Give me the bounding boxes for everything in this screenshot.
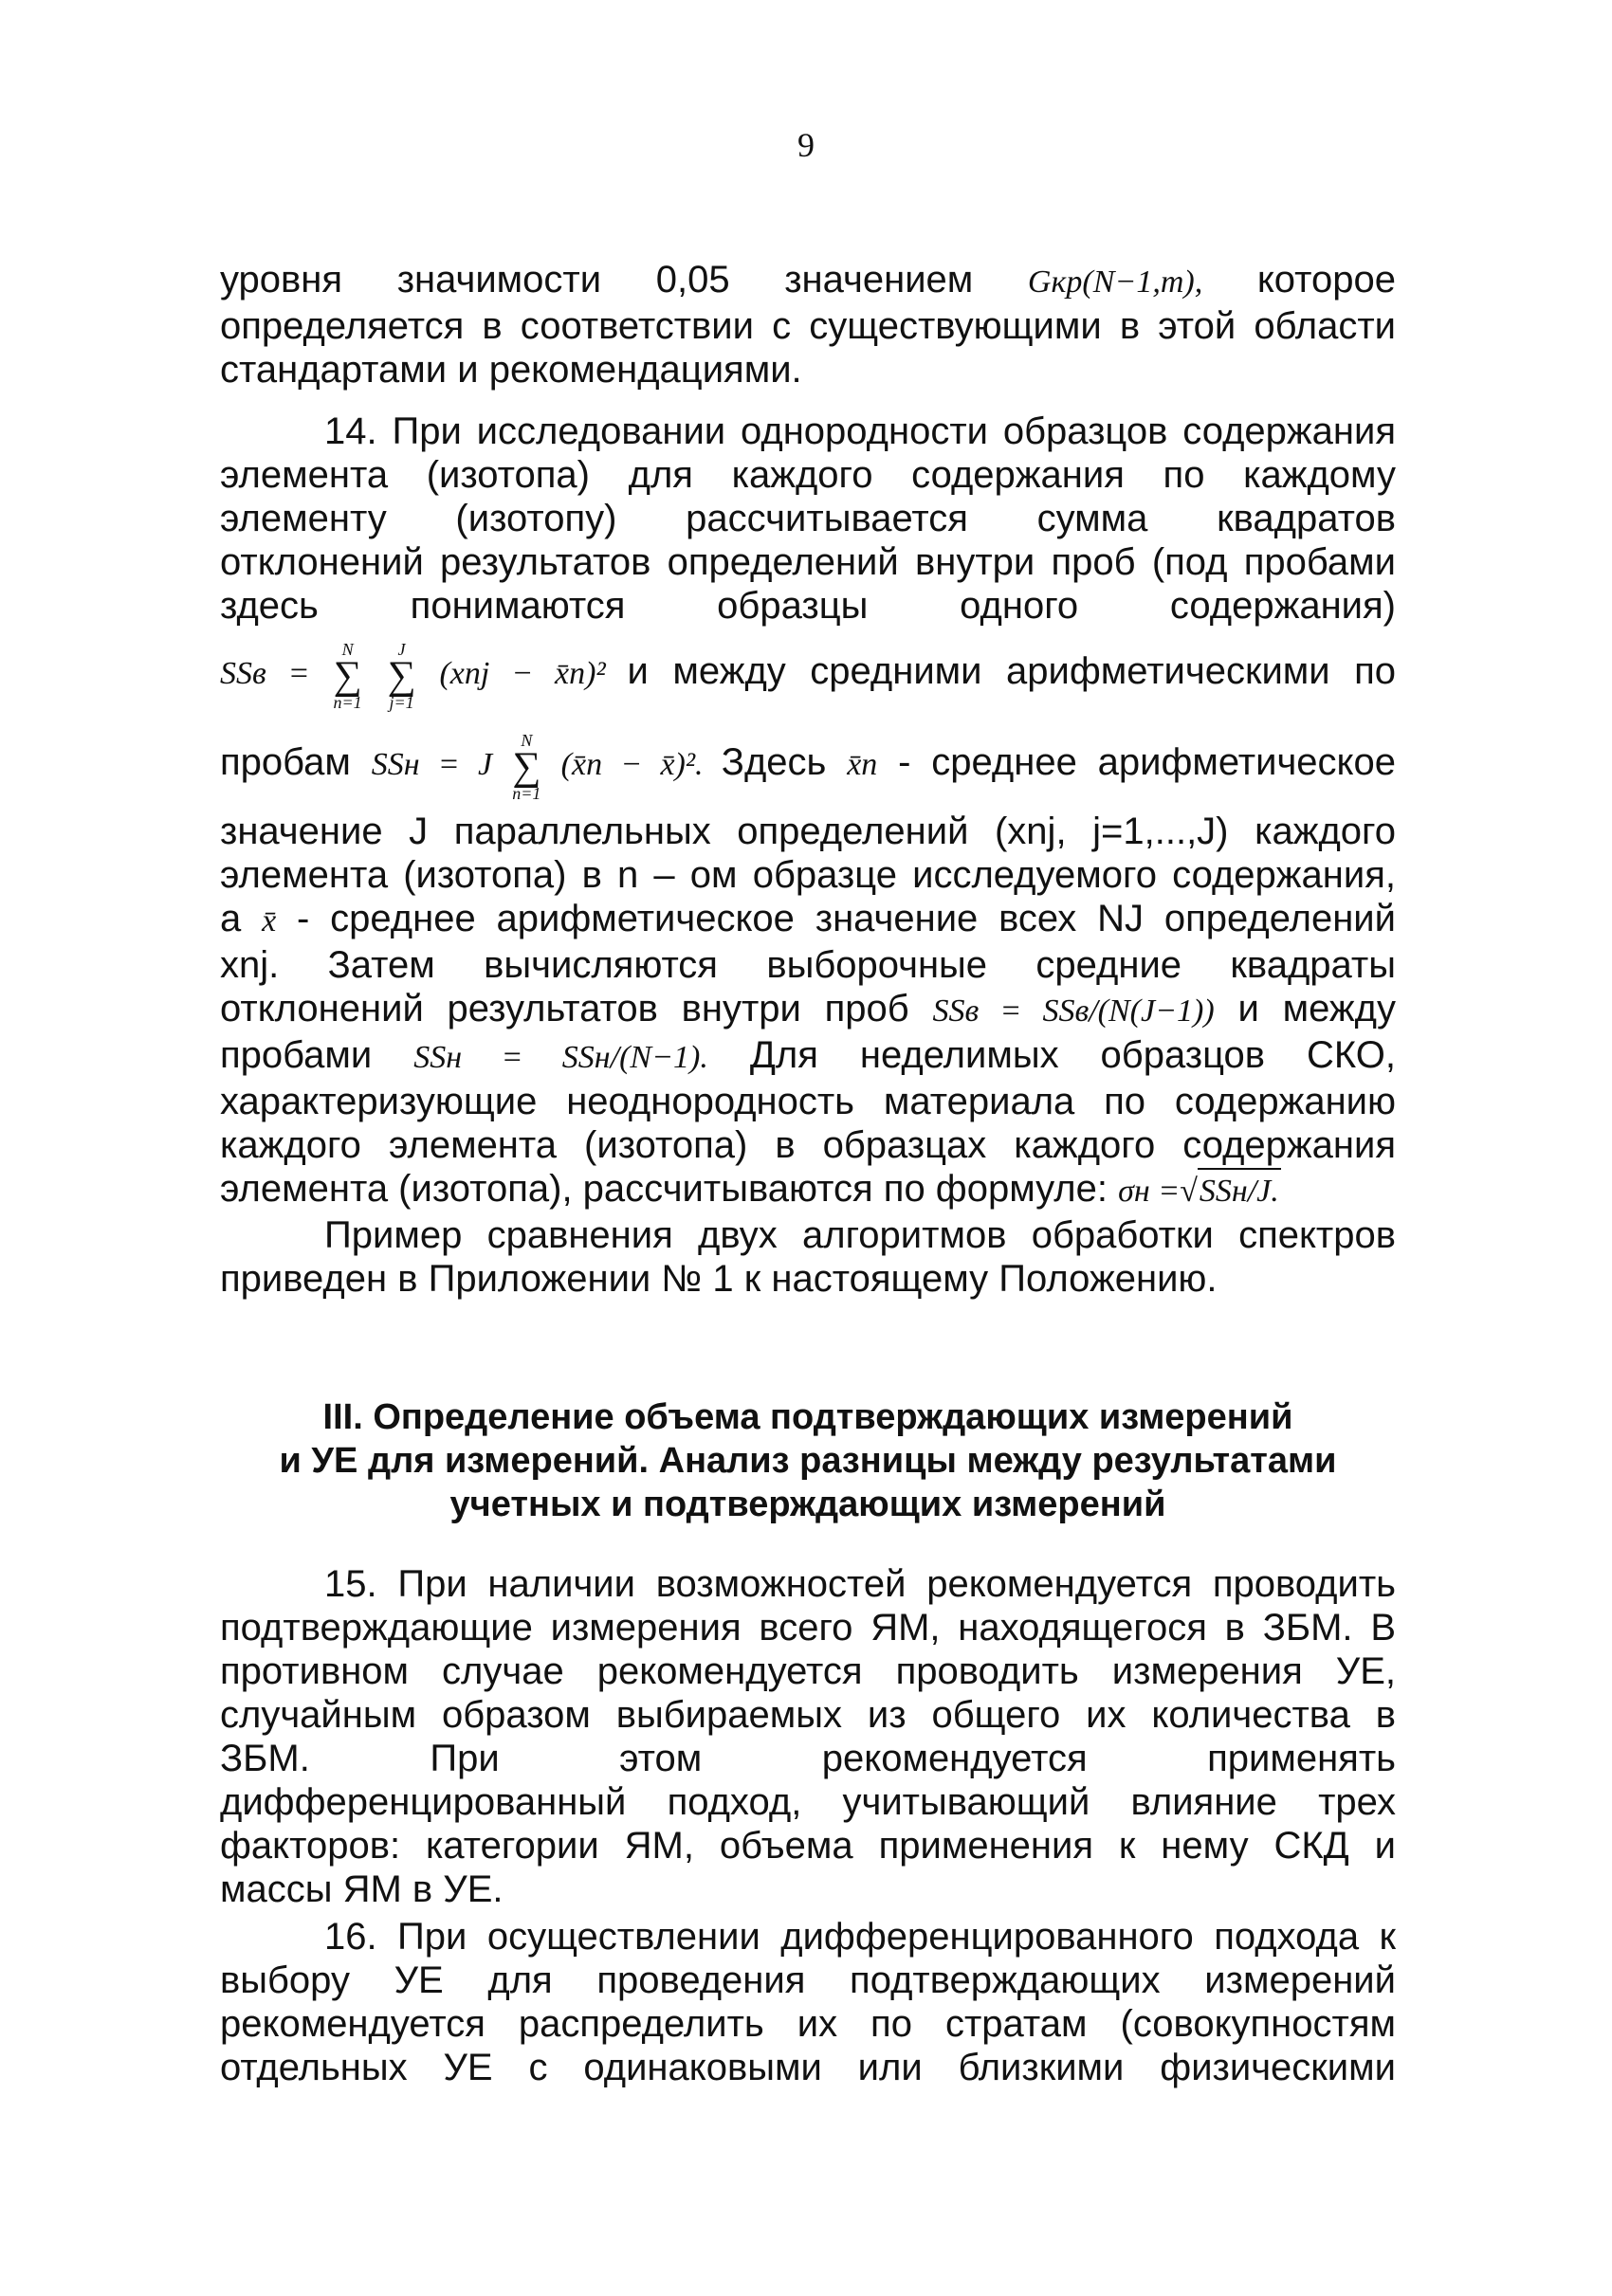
text-line: элемента (изотопа) для каждого содержания по каждому (220, 454, 1396, 496)
formula-line-ss-between: пробам SSн = J N ∑ n=1 (x̄n − x̄)². Здесь x̄n - среднее арифметическое (220, 731, 1396, 804)
text-line: Пример сравнения двух алгоритмов обработки спектров (324, 1214, 1396, 1256)
text-line: каждого элемента (изотопа) в образцах каждого содержания (220, 1124, 1396, 1166)
text-line: противном случае рекомендуется проводить измерения УЕ, (220, 1650, 1396, 1692)
formula-line-ss-within: SSв = N ∑ n=1 J ∑ j=1 (xnj − x̄n)² и между средними арифметическими по (220, 640, 1397, 713)
text-line: 16. При осуществлении дифференцированного подхода к (324, 1916, 1396, 1958)
formula-ss-within: SSв = N ∑ n=1 J ∑ j=1 (xnj − x̄n)² (220, 640, 606, 713)
page-number: 9 (797, 126, 815, 164)
text-line: элемента (изотопа) в n – ом образце исследуемого содержания, (220, 854, 1396, 896)
text-line: выбору УЕ для проведения подтверждающих измерений (220, 1959, 1396, 2001)
text-line: отклонений результатов определений внутри проб (под пробами (220, 541, 1396, 583)
text-line: xnj. Затем вычисляются выборочные средние квадраты (220, 944, 1396, 986)
text-line: уровня значимости 0,05 значением Gкр(N−1,m), которое (220, 259, 1397, 301)
section-heading: III. Определение объема подтверждающих измерений и УЕ для измерений. Анализ разницы между результатами учетных и подтверждающих измерений (279, 1397, 1337, 1524)
text-line: здесь понимаются образцы одного содержания) (220, 585, 1396, 627)
text-line: стандартами и рекомендациями. (220, 349, 802, 391)
paragraph-16 (220, 1915, 1396, 2089)
text-line: элемента (изотопа), рассчитываются по формуле: σн =√SSн/J. (220, 1167, 1396, 1213)
text-line: массы ЯМ в УЕ. (220, 1868, 504, 1910)
text-line: элементу (изотопу) рассчитывается сумма квадратов (220, 498, 1396, 539)
paragraph-intro (220, 258, 1396, 392)
text-line: рекомендуется распределить их по стратам (совокупностям (220, 2003, 1396, 2045)
text-line: дифференцированный подход, учитывающий влияние трех (220, 1781, 1396, 1823)
text-line: ЗБМ. При этом рекомендуется применять (220, 1738, 1396, 1779)
text-line: отдельных УЕ с одинаковыми или близкими физическими (220, 2047, 1396, 2088)
formula-sigma: σн =√SSн/J. (1118, 1174, 1281, 1209)
formula-ms-within: SSв = SSв/(N(J−1)) (932, 993, 1215, 1029)
formula-ss-between: SSн = J N ∑ n=1 (x̄n − x̄)². (371, 731, 704, 804)
formula-g-critical: Gкр(N−1,m), (1027, 264, 1203, 300)
text-line: значение J параллельных определений (xnj, j=1,...,J) каждого (220, 811, 1396, 852)
text-line: определяется в соответствии с существующими в этой области (220, 305, 1396, 347)
text-line: подтверждающие измерения всего ЯМ, находящегося в ЗБМ. В (220, 1607, 1396, 1649)
text-line: а x̄ - среднее арифметическое значение всех NJ определений (220, 898, 1396, 939)
text-line: факторов: категории ЯМ, объема применения к нему СКД и (220, 1825, 1396, 1867)
text-line: 14. При исследовании однородности образцов содержания (324, 410, 1396, 452)
text-line: пробами SSн = SSн/(N−1). Для неделимых образцов СКО, (220, 1034, 1396, 1076)
paragraph-14 (220, 410, 1396, 1301)
formula-ms-between: SSн = SSн/(N−1). (413, 1040, 708, 1075)
text-line: приведен в Приложении № 1 к настоящему Положению. (220, 1258, 1218, 1300)
text-line: случайным образом выбираемых из общего их количества в (220, 1694, 1396, 1736)
text-line: отклонений результатов внутри проб SSв = SSв/(N(J−1)) и между (220, 988, 1396, 1030)
text-line: 15. При наличии возможностей рекомендуется проводить (324, 1563, 1396, 1605)
text-line: характеризующие неоднородность материала по содержанию (220, 1081, 1396, 1122)
paragraph-15 (220, 1562, 1396, 1911)
